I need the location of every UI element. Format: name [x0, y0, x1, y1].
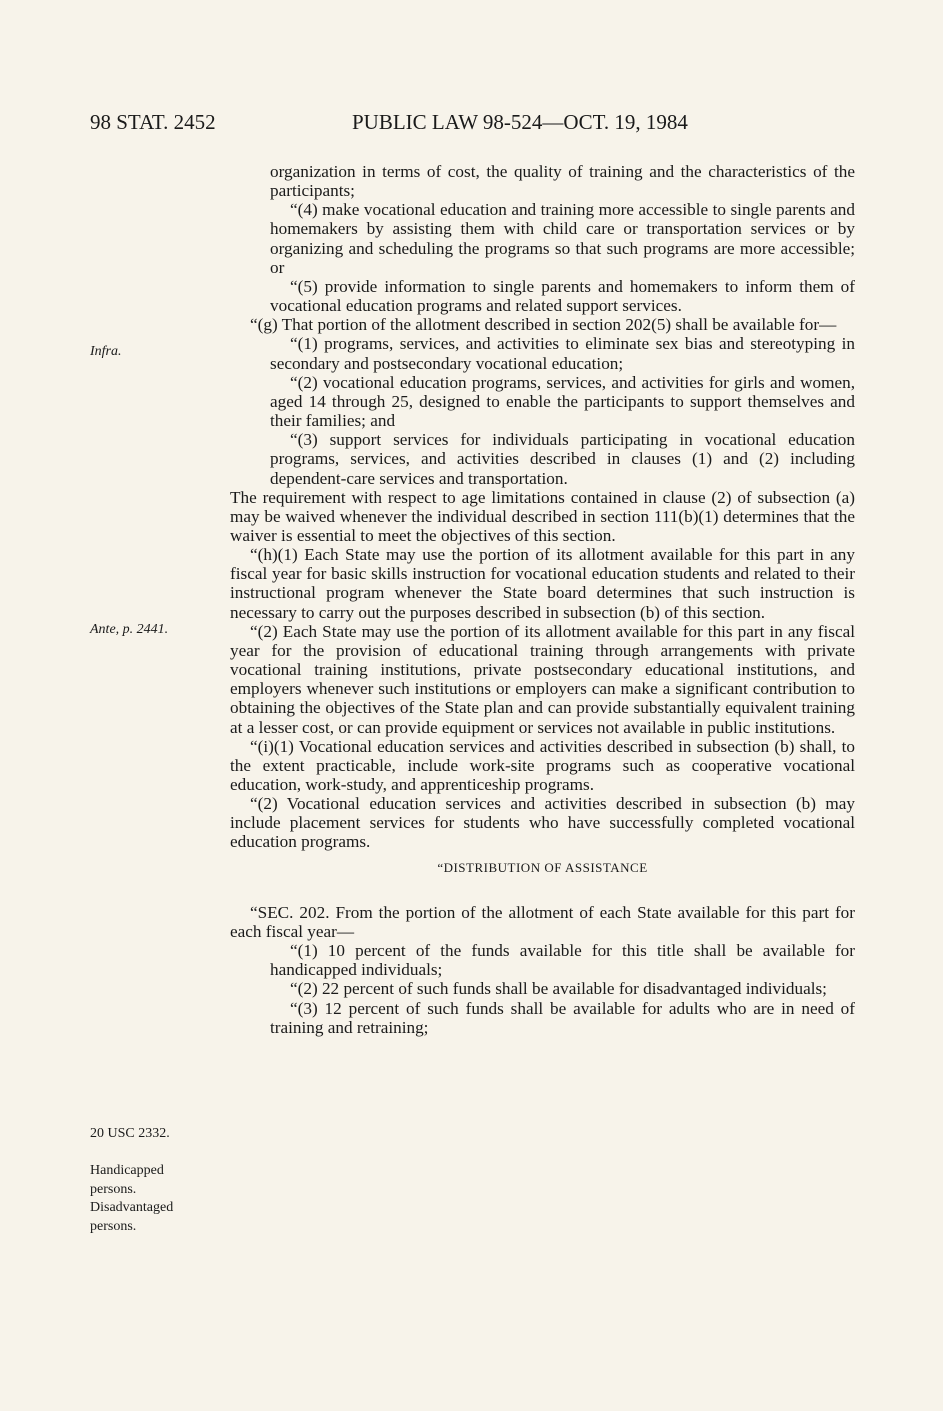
paragraph: “(g) That portion of the allotment described in section 202(5) shall be available for—: [250, 315, 837, 335]
margin-note-handicapped: Handicapped persons.: [90, 1163, 164, 1197]
margin-note-usc: 20 USC 2332.: [90, 1126, 170, 1141]
running-header-right: PUBLIC LAW 98-524—OCT. 19, 1984: [352, 110, 688, 134]
paragraph: “SEC. 202. From the portion of the allotment of each State available for this part for each fiscal year—: [230, 902, 855, 941]
section-heading: “DISTRIBUTION OF ASSISTANCE: [437, 859, 648, 875]
paragraph: “(5) provide information to single parents and homemakers to inform them of vocational education programs and related support services.: [270, 276, 855, 316]
paragraph: organization in terms of cost, the quality of training and the characteristics of the participants;: [270, 162, 855, 201]
paragraph: “(2) 22 percent of such funds shall be available for disadvantaged individuals;: [290, 979, 827, 999]
paragraph: “(2) Vocational education services and activities described in subsection (b) may include placement services for students who have successfully completed vocational education programs.: [230, 794, 855, 852]
paragraph: “(3) 12 percent of such funds shall be available for adults who are in need of training and retraining;: [270, 998, 855, 1037]
margin-note-disadvantaged: Disadvantaged persons.: [90, 1200, 174, 1234]
paragraph: “(2) vocational education programs, services, and activities for girls and women, aged 14 through 25, designed to enable the participants to support themselves and their families; and: [270, 372, 855, 431]
paragraph: “(4) make vocational education and training more accessible to single parents and homemakers by assisting them with child care or transportation services or by organizing and scheduling the programs so that such programs are more accessible; or: [270, 200, 855, 277]
margin-note-ante: Ante, p. 2441.: [90, 622, 169, 637]
paragraph: “(i)(1) Vocational education services and activities described in subsection (b) shall, to the extent practicable, include work-site programs such as cooperative vocational education, work-study, and apprenticeship programs.: [230, 736, 855, 794]
paragraph: The requirement with respect to age limitations contained in clause (2) of subsection (a) may be waived whenever the individual described in section 111(b)(1) determines that the waiver is essential to meet the objectives of this section.: [230, 487, 855, 545]
paragraph: “(1) programs, services, and activities to eliminate sex bias and stereotyping in secondary and postsecondary vocational education;: [270, 334, 855, 373]
paragraph: “(1) 10 percent of the funds available for this title shall be available for handicapped individuals;: [270, 941, 855, 980]
margin-note-infra: Infra.: [90, 344, 122, 359]
paragraph: “(3) support services for individuals participating in vocational education programs, services, and activities described in clauses (1) and (2) including dependent-care services and transportation.: [270, 430, 855, 488]
statute-body: [230, 162, 855, 1037]
paragraph: “(2) Each State may use the portion of its allotment available for this part in any fiscal year for the provision of educational training through arrangements with private vocational training institutions, private postsecondary educational institutions, and employers whenever such institutions or employers can make a significant contribution to obtaining the objectives of the State plan and can provide substantially equivalent training at a lesser cost, or can provide equipment or services not available in public institutions.: [230, 621, 855, 737]
paragraph: “(h)(1) Each State may use the portion of its allotment available for this part in any fiscal year for basic skills instruction for vocational education students and related to their instructional program whenever the State board determines that such instruction is necessary to carry out the purposes described in subsection (b) of this section.: [230, 545, 855, 622]
running-header-left: 98 STAT. 2452: [90, 110, 216, 134]
